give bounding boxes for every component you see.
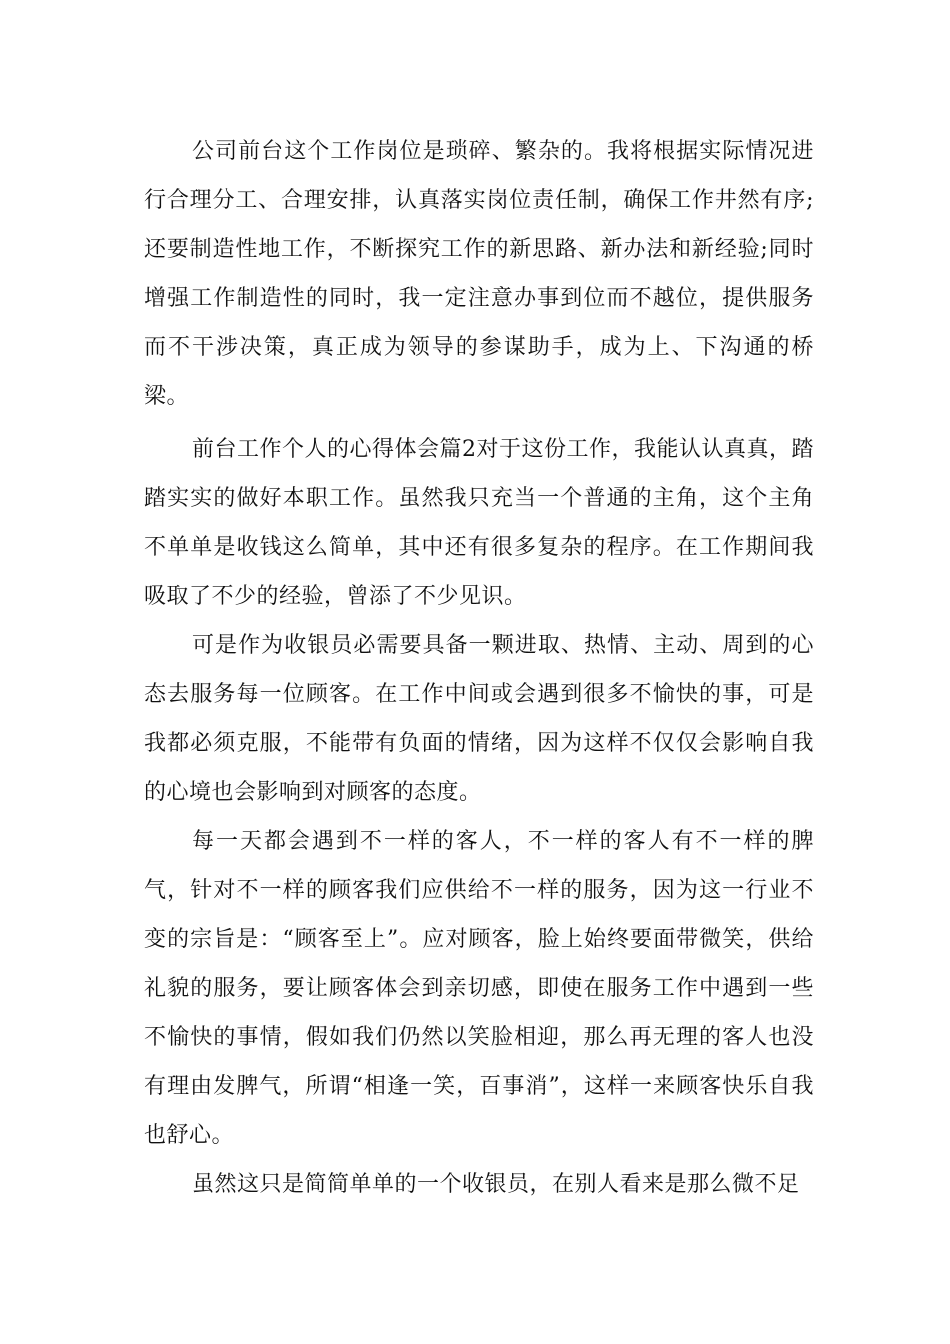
paragraph-1: 公司前台这个工作岗位是琐碎、繁杂的。我将根据实际情况进行合理分工、合理安排，认真落实岗位责任制，确保工作井然有序;还要制造性地工作，不断探究工作的新思路、新办法和新经验;同时增强工作制造性的同时，我一定注意办事到位而不越位，提供服务而不干涉决策，真正成为领导的参谋助手，成为上、下沟通的桥梁。 [144,139,814,409]
paragraph-5: 虽然这只是简简单单的一个收银员，在别人看来是那么微不足 [192,1172,800,1197]
paragraph-3: 可是作为收银员必需要具备一颗进取、热情、主动、周到的心态去服务每一位顾客。在工作中间或会遇到很多不愉快的事，可是我都必须克服，不能带有负面的情绪，因为这样不仅仅会影响自我的心境也会影响到对顾客的态度。 [144,633,814,805]
text-section-2 [144,425,814,1209]
paragraph-2: 前台工作个人的心得体会篇2对于这份工作，我能认认真真，踏踏实实的做好本职工作。虽然我只充当一个普通的主角，这个主角不单单是收钱这么简单，其中还有很多复杂的程序。在工作期间我吸取了不少的经验，曾添了不少见识。 [144,437,814,609]
paragraph-4: 每一天都会遇到不一样的客人，不一样的客人有不一样的脾气，针对不一样的顾客我们应供给不一样的服务，因为这一行业不变的宗旨是：“顾客至上”。应对顾客，脸上始终要面带微笑，供给礼貌的服务，要让顾客体会到亲切感，即使在服务工作中遇到一些不愉快的事情，假如我们仍然以笑脸相迎，那么再无理的客人也没有理由发脾气，所谓“相逢一笑，百事消”，这样一来顾客快乐自我也舒心。 [144,829,814,1148]
text-section-1 [144,127,814,421]
